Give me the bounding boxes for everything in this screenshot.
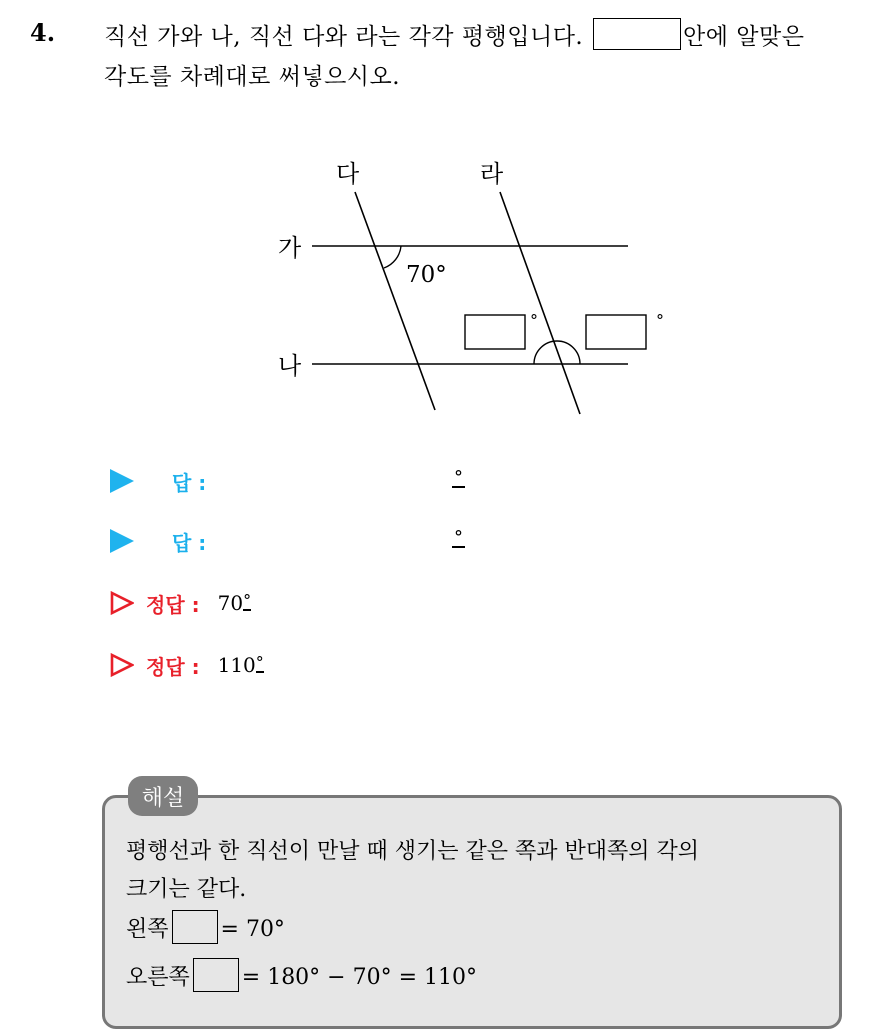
angle-arc-70 xyxy=(384,246,401,268)
question-text-line2: 각도를 차례대로 써넣으시오. xyxy=(104,64,401,90)
play-triangle-icon xyxy=(110,529,134,553)
degree-mark-right: ° xyxy=(656,311,664,330)
answer-row-1 xyxy=(110,464,206,498)
right-label: 오른쪽 xyxy=(126,965,190,990)
answer-degree-1: ° xyxy=(454,467,463,488)
parallel-lines-figure xyxy=(0,0,884,460)
line-da xyxy=(355,192,435,410)
answer-label: 답 : xyxy=(172,530,207,555)
correct-answer-label: 정답 : xyxy=(146,654,200,679)
label-ra: 라 xyxy=(480,160,504,188)
right-rhs: = 180° − 70° = 110° xyxy=(241,965,478,990)
blank-box-icon xyxy=(172,910,218,944)
label-ga: 가 xyxy=(278,234,302,262)
correct-answer-row-2 xyxy=(110,648,264,682)
answer-label: 답 : xyxy=(172,470,207,495)
left-rhs: = 70° xyxy=(220,917,285,942)
correct-answer-row-1 xyxy=(110,586,251,620)
angle-label-70: 70° xyxy=(406,262,447,288)
question-number: 4. xyxy=(30,18,56,47)
correct-answer-value-1: 70° xyxy=(217,591,252,615)
play-outline-icon xyxy=(110,653,134,677)
label-na: 나 xyxy=(278,352,302,380)
question-text-before-box: 직선 가와 나, 직선 다와 라는 각각 평행입니다. xyxy=(104,24,584,50)
explanation-line1: 평행선과 한 직선이 만날 때 생기는 같은 쪽과 반대쪽의 각의 xyxy=(126,839,699,864)
explanation-line2: 크기는 같다. xyxy=(126,877,247,902)
line-ra xyxy=(500,192,580,414)
answer-row-2 xyxy=(110,524,206,558)
blank-box-icon xyxy=(193,958,239,992)
label-da: 다 xyxy=(336,160,360,188)
degree-mark-left: ° xyxy=(530,311,538,330)
answer-degree-2: ° xyxy=(454,527,463,548)
answer-box-left xyxy=(465,315,525,349)
correct-answer-value-2: 110° xyxy=(217,653,264,677)
play-outline-icon xyxy=(110,591,134,615)
explanation-tab: 해설 xyxy=(128,776,198,816)
play-triangle-icon xyxy=(110,469,134,493)
explanation-right-eq xyxy=(126,958,477,992)
explanation-left-eq xyxy=(126,910,285,944)
correct-answer-label: 정답 : xyxy=(146,592,200,617)
left-label: 왼쪽 xyxy=(126,917,169,942)
answer-box-right xyxy=(586,315,646,349)
question-text-after-box: 안에 알맞은 xyxy=(683,24,805,50)
